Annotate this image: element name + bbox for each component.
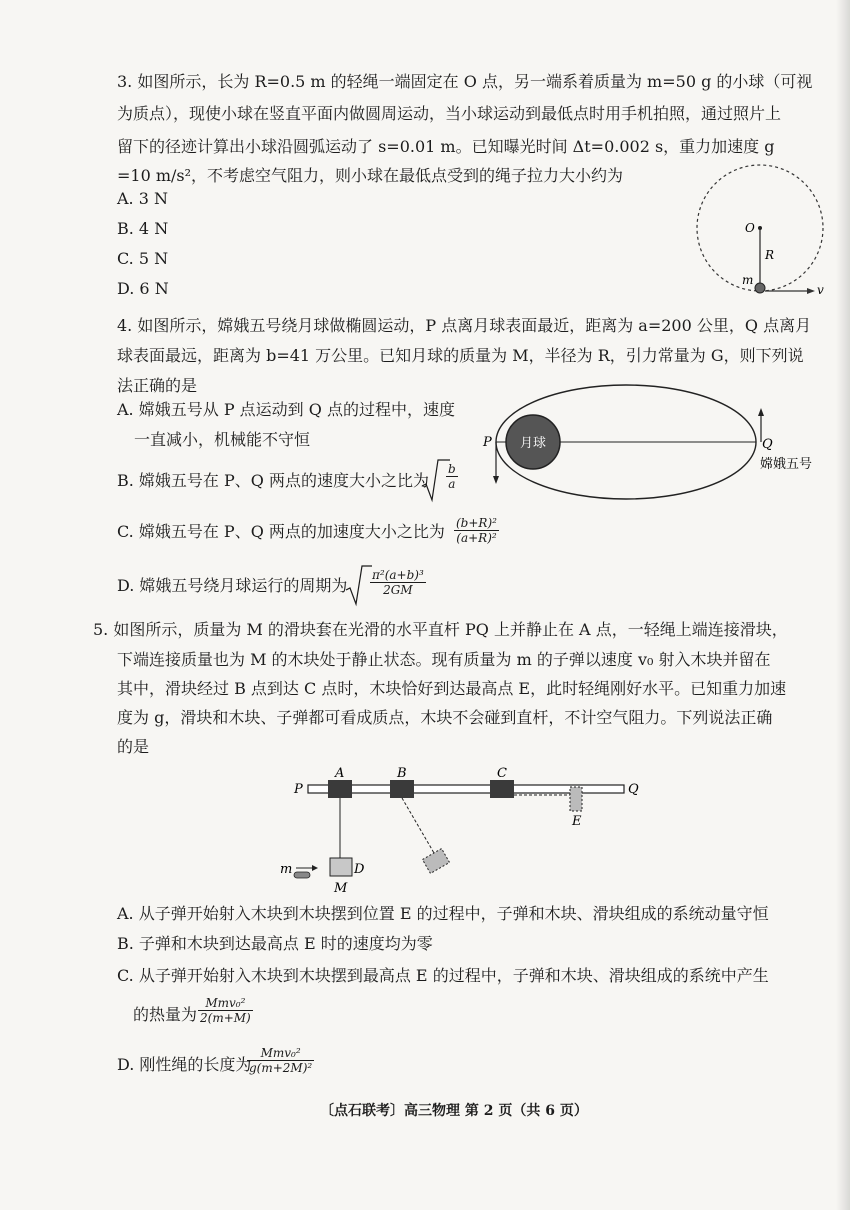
q4-option-c-text: C. 嫦娥五号在 P、Q 两点的加速度大小之比为 [117,522,445,541]
q5-option-d-denominator: g(m+2M)² [249,1061,313,1075]
q4-label-q: Q [762,437,773,452]
q4-option-b-text: B. 嫦娥五号在 P、Q 两点的速度大小之比为 [117,471,429,490]
q5-label-big-m: M [334,881,348,896]
q4-option-d-text: D. 嫦娥五号绕月球运行的周期为 [117,576,348,595]
q5-option-c-line1: C. 从子弹开始射入木块到木块摆到最高点 E 的过程中，子弹和木块、滑块组成的系统中产生 [117,966,769,985]
q3-line-1: 3. 如图所示，长为 R=0.5 m 的轻绳一端固定在 O 点，另一端系着质量为 m=50 g 的小球（可视 [117,72,813,91]
q4-option-b-fraction [446,462,458,491]
q3-option-c: C. 5 N [117,249,169,268]
q5-label-c: C [497,766,507,781]
q3-label-r: R [765,248,775,262]
q4-option-d-numerator: π²(a+b)³ [372,568,424,582]
q3-line-2: 为质点），现使小球在竖直平面内做圆周运动，当小球运动到最低点时用手机拍照，通过照片上 [117,104,782,123]
q4-option-b-denominator: a [448,477,456,491]
q5-line-3: 其中，滑块经过 B 点到达 C 点时，木块恰好到达最高点 E，此时轻绳刚好水平。已知重力加速 [117,679,787,698]
q5-option-d-text: D. 刚性绳的长度为 [117,1055,252,1074]
q4-option-d-denominator: 2GM [383,583,413,597]
q4-option-c-denominator: (a+R)² [456,531,497,545]
q4-option-a-line2: 一直减小，机械能不守恒 [134,430,311,449]
q5-label-d: D [354,862,365,877]
q3-pendulum-figure [695,160,835,300]
q5-label-small-m: m [280,862,293,877]
q4-option-d-sqrt-sign [344,564,372,608]
q3-option-b: B. 4 N [117,219,169,238]
q4-label-p: P [483,435,492,450]
q5-option-a: A. 从子弹开始射入木块到木块摆到位置 E 的过程中，子弹和木块、滑块组成的系统动量守恒 [117,904,769,923]
q5-option-d-fraction [247,1046,314,1075]
q5-option-c-numerator: Mmv₀² [198,996,253,1011]
q5-line-5: 的是 [117,737,150,756]
q4-orbit-figure [480,378,825,508]
q4-line-1: 4. 如图所示，嫦娥五号绕月球做椭圆运动，P 点离月球表面最近，距离为 a=200 公里，Q 点离月 [117,316,812,335]
q3-line-3: 留下的径迹计算出小球沿圆弧运动了 s=0.01 m。已知曝光时间 Δt=0.002 s，重力加速度 g [117,137,775,156]
q3-label-v: v [817,283,824,297]
q4-line-2: 球表面最远，距离为 b=41 万公里。已知月球的质量为 M，半径为 R，引力常量为 G，则下列说 [117,346,804,365]
q3-option-d: D. 6 N [117,279,169,298]
q5-label-q: Q [628,782,639,797]
q3-line-4: =10 m/s²，不考虑空气阻力，则小球在最低点受到的绳子拉力大小约为 [117,166,624,185]
q4-option-a-line1: A. 嫦娥五号从 P 点运动到 Q 点的过程中，速度 [117,400,455,419]
q3-option-a: A. 3 N [117,189,168,208]
q5-slider-figure [280,765,648,896]
q5-option-c-denominator: 2(m+M) [200,1011,251,1025]
q3-label-o: O [745,221,755,235]
q3-label-m: m [742,273,754,287]
q5-label-p: P [294,782,303,797]
q4-label-moon: 月球 [519,436,547,451]
q5-label-b: B [397,766,407,781]
q5-line-4: 度为 g，滑块和木块、子弹都可看成质点，木块不会碰到直杆，不计空气阻力。下列说法正确 [117,708,773,727]
q5-option-c-fraction [198,996,253,1025]
q5-option-c-line2: 的热量为 [133,1005,198,1024]
q5-option-d-numerator: Mmv₀² [247,1046,314,1061]
q4-line-3: 法正确的是 [117,376,198,395]
q4-option-d-fraction [370,568,426,597]
q5-line-2: 下端连接质量也为 M 的木块处于静止状态。现有质量为 m 的子弹以速度 v₀ 射入木块并留在 [117,650,771,669]
q4-option-b-numerator: b [448,462,456,476]
q4-label-craft: 嫦娥五号 [760,457,813,472]
q4-option-c-fraction [454,516,499,545]
q4-option-c-numerator: (b+R)² [456,516,497,530]
q5-label-e: E [572,814,582,829]
page-footer: 〔点石联考〕高三物理 第 2 页（共 6 页） [320,1103,588,1119]
q5-label-a: A [335,766,345,781]
scan-edge-shadow [836,0,850,1210]
q5-line-1: 5. 如图所示，质量为 M 的滑块套在光滑的水平直杆 PQ 上并静止在 A 点，一轻绳上端连接滑块， [93,620,788,639]
q5-option-b: B. 子弹和木块到达最高点 E 时的速度均为零 [117,934,433,953]
